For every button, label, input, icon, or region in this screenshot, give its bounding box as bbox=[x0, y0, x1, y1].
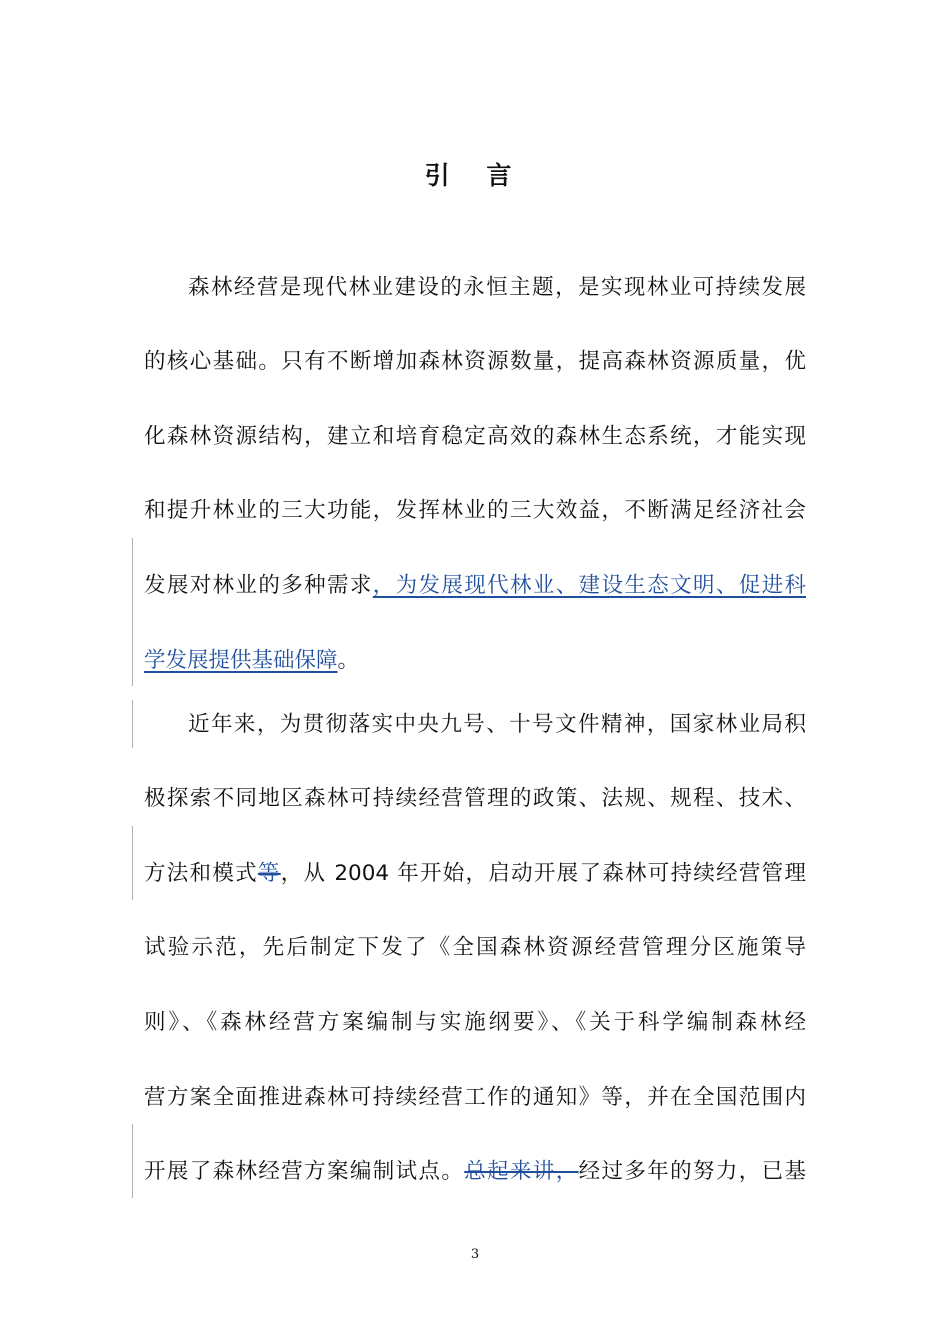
change-bar bbox=[132, 538, 133, 686]
paragraph-line bbox=[144, 645, 806, 677]
paragraph-line bbox=[144, 570, 806, 602]
body-text: 。 bbox=[337, 648, 360, 673]
paragraph-line bbox=[144, 1156, 806, 1188]
body-text: 方法和模式 bbox=[144, 861, 258, 886]
body-text: 发展对林业的多种需求 bbox=[144, 573, 373, 598]
body-text: ，从 2004 年开始，启动开展了森林可持续经营管理 bbox=[280, 861, 806, 886]
paragraph-line: 试验示范，先后制定下发了《全国森林资源经营管理分区施策导 bbox=[144, 935, 806, 960]
paragraph-line: 森林经营是现代林业建设的永恒主题，是实现林业可持续发展 bbox=[188, 275, 806, 300]
deleted-text: 总起来讲， bbox=[464, 1159, 579, 1184]
deleted-text: 等 bbox=[257, 861, 281, 886]
body-text: 经过多年的努力，已基 bbox=[578, 1159, 806, 1184]
change-bar bbox=[132, 700, 133, 748]
page-number: 3 bbox=[470, 1247, 480, 1262]
paragraph-line: 则》、《森林经营方案编制与实施纲要》、《关于科学编制森林经 bbox=[144, 1010, 806, 1035]
paragraph-line: 和提升林业的三大功能，发挥林业的三大效益，不断满足经济社会 bbox=[144, 498, 806, 523]
paragraph-line bbox=[144, 858, 806, 890]
page-title: 引 言 bbox=[424, 161, 526, 190]
paragraph-line: 营方案全面推进森林可持续经营工作的通知》等，并在全国范围内 bbox=[144, 1085, 806, 1110]
body-text: 开展了森林经营方案编制试点。 bbox=[144, 1159, 465, 1184]
paragraph-line: 的核心基础。只有不断增加森林资源数量，提高森林资源质量，优 bbox=[144, 349, 806, 374]
change-bar bbox=[132, 826, 133, 900]
change-bar bbox=[132, 1124, 133, 1198]
inserted-text: 学发展提供基础保障 bbox=[144, 648, 338, 673]
paragraph-line: 化森林资源结构，建立和培育稳定高效的森林生态系统，才能实现 bbox=[144, 424, 806, 449]
paragraph-line: 近年来，为贯彻落实中央九号、十号文件精神，国家林业局积 bbox=[188, 712, 806, 737]
paragraph-line: 极探索不同地区森林可持续经营管理的政策、法规、规程、技术、 bbox=[144, 786, 806, 811]
inserted-text: ，为发展现代林业、建设生态文明、促进科 bbox=[372, 573, 806, 598]
